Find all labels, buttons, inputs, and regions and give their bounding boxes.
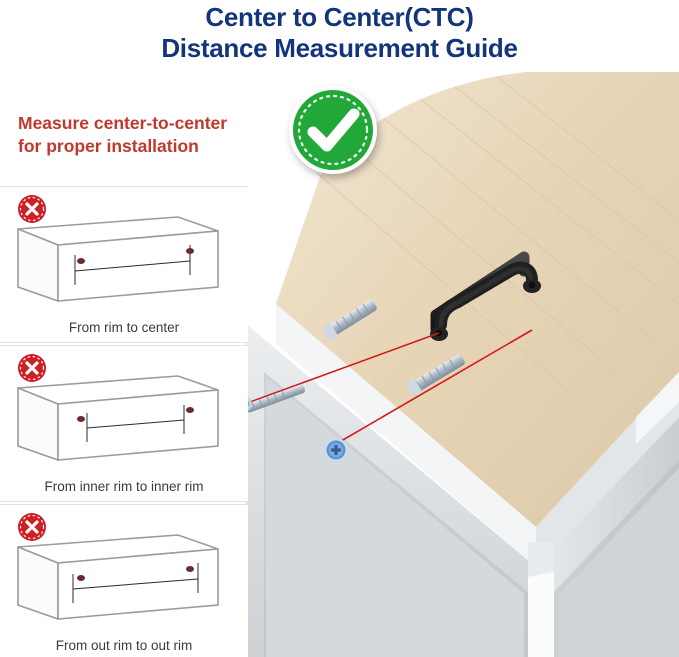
check-mark-icon [283,80,387,184]
callout-line-2: for proper installation [18,136,199,156]
example-caption: From inner rim to inner rim [44,479,204,494]
cross-mark-icon [14,509,50,545]
example-caption: From rim to center [68,320,180,335]
cross-mark-icon [14,350,50,386]
list-item [0,186,248,343]
example-caption: From out rim to out rim [55,638,193,653]
incorrect-examples-list [0,186,248,657]
cross-mark-icon [14,191,50,227]
page-title [0,2,679,64]
title-line-1: Center to Center(CTC) [205,2,474,32]
title-line-2: Distance Measurement Guide [161,33,518,63]
list-item [0,345,248,502]
list-item [0,504,248,657]
callout-line-1: Measure center-to-center [18,113,228,133]
callout-text [18,112,288,158]
